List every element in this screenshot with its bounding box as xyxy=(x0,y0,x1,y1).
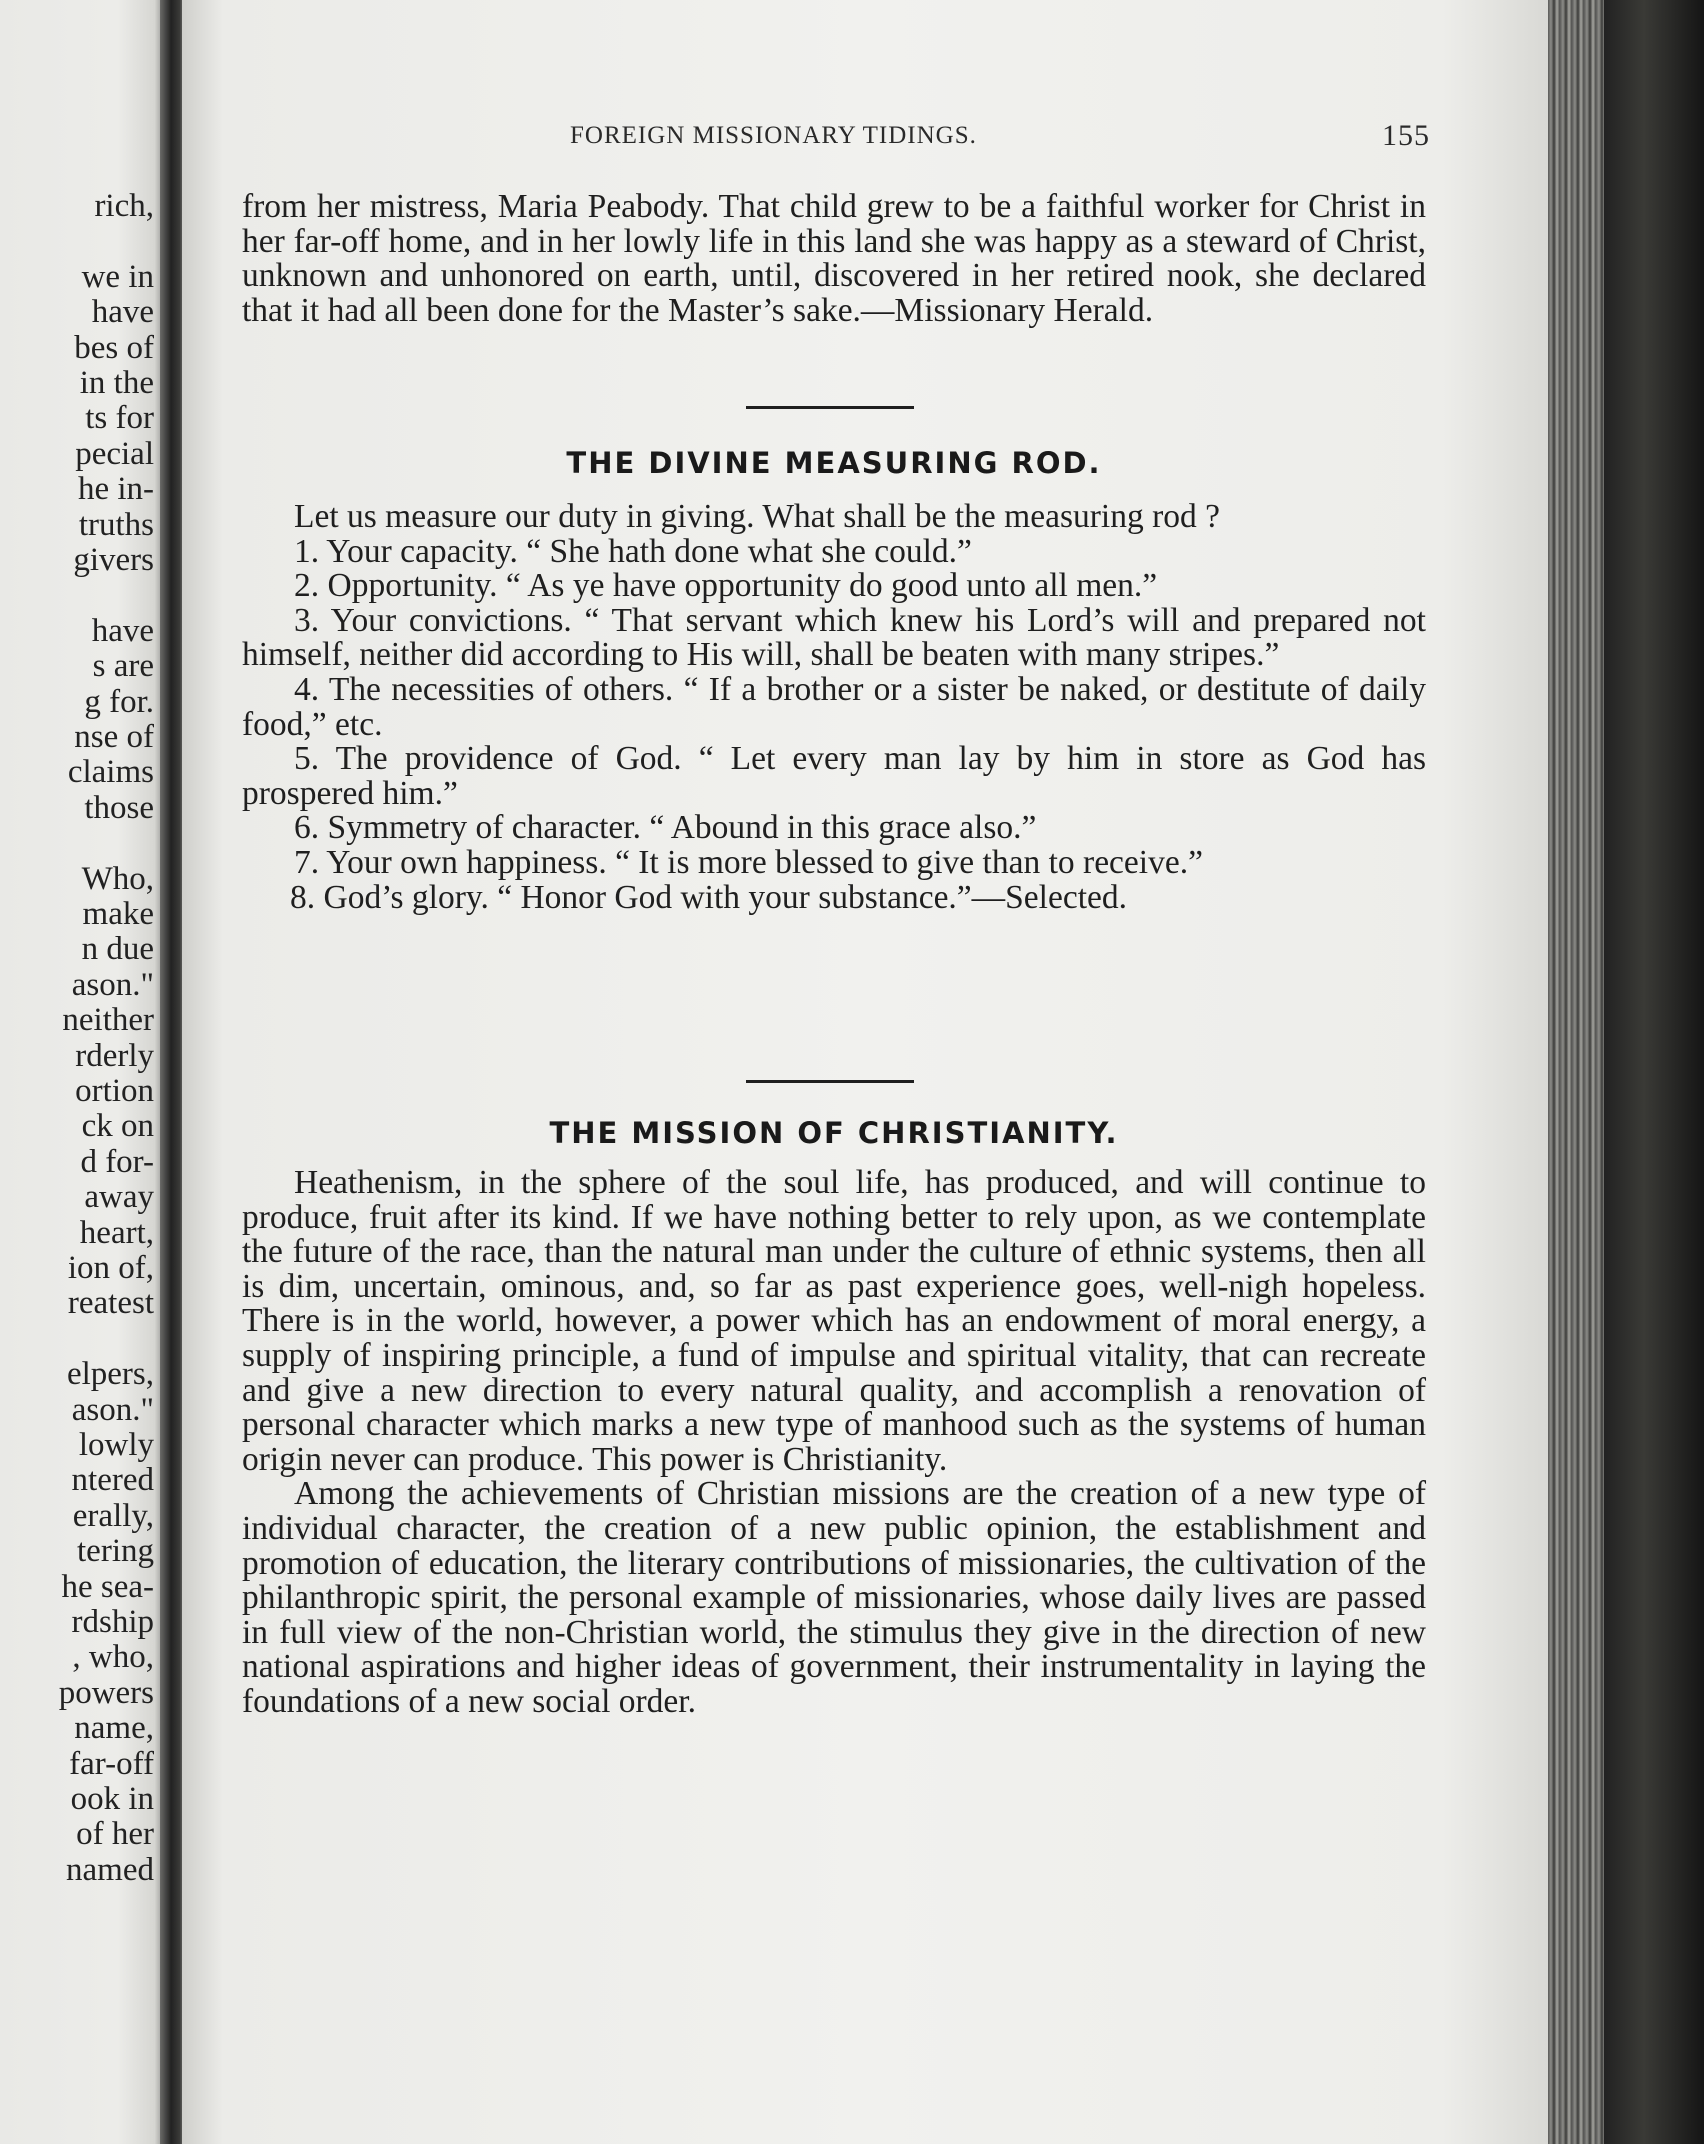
left-page-line-fragment: away xyxy=(84,1179,154,1216)
left-page-line-fragment: those xyxy=(84,789,154,826)
list-item: 8. God’s glory. “ Honor God with your substance.”—Selected. xyxy=(290,878,1128,916)
left-page-line-fragment: have xyxy=(91,612,154,649)
left-page-line-fragment: lowly xyxy=(78,1427,154,1463)
measuring-rod-intro: Let us measure our duty in giving. What shall be the measuring rod ? xyxy=(294,498,1220,535)
section-divider-rule xyxy=(746,1080,914,1083)
list-item: 7. Your own happiness. “ It is more blessed to give than to receive.” xyxy=(294,843,1203,881)
left-page-line-fragment: ason." xyxy=(71,966,154,1003)
list-item: 3. Your convictions. “ That servant which knew his Lord’s will and prepared not himself, neither did according to His will, shall be beaten with many stripes.” xyxy=(242,601,1426,674)
left-page-line-fragment: make xyxy=(82,896,154,932)
left-page-line-fragment: elpers, xyxy=(66,1356,154,1393)
left-page-line-fragment: reatest xyxy=(67,1285,154,1322)
left-page-line-fragment: ason." xyxy=(71,1391,154,1428)
mission-body xyxy=(242,1166,1426,1720)
left-page-line-fragment: ts for xyxy=(85,400,154,437)
left-page-line-fragment: n due xyxy=(81,931,154,968)
left-page-line-fragment: he sea- xyxy=(61,1568,154,1605)
list-item: 1. Your capacity. “ She hath done what she could.” xyxy=(294,532,972,570)
left-page-line-fragment: rdship xyxy=(71,1604,154,1640)
left-page-line-fragment: ck on xyxy=(81,1108,154,1145)
left-page-line-fragment: erally, xyxy=(72,1497,154,1534)
left-page-line-fragment: far-off xyxy=(69,1745,154,1782)
book-cover-edge xyxy=(1604,0,1704,2144)
list-item: 4. The necessities of others. “ If a brother or a sister be naked, or destitute of daily food,” etc. xyxy=(242,670,1426,743)
mission-paragraph: Among the achievements of Christian missions are the creation of a new type of individual character, the creation of a new public opinion, the establishment and promotion of education, the literary contributions of missionaries, the cultivation of the philanthropic spirit, the personal example of missionaries, whose daily lives are passed in full view of the non-Christian world, the stimulus they give in the direction of new national aspirations and higher ideas of government, their instrumentality in laying the foundations of a new social order. xyxy=(242,1475,1426,1720)
list-item: 2. Opportunity. “ As ye have opportunity do good unto all men.” xyxy=(294,567,1158,605)
left-page-line-fragment: have xyxy=(91,294,154,331)
section-heading-mission: THE MISSION OF CHRISTIANITY. xyxy=(549,1116,1119,1150)
left-page-line-fragment: rich, xyxy=(94,188,154,224)
section-heading-measuring-rod: THE DIVINE MEASURING ROD. xyxy=(566,446,1102,480)
left-page-line-fragment: nse of xyxy=(74,719,154,755)
left-page-line-fragment: of her xyxy=(76,1816,154,1853)
left-page-line-fragment: truths xyxy=(78,506,154,543)
left-page-line-fragment: s are xyxy=(92,648,154,685)
running-title: FOREIGN MISSIONARY TIDINGS. xyxy=(570,122,977,149)
left-page-line-fragment: g for. xyxy=(84,683,154,720)
left-page-line-fragment: neither xyxy=(62,1002,154,1039)
left-page-line-fragment: name, xyxy=(74,1710,154,1747)
measuring-rod-body xyxy=(242,500,1426,915)
left-page-line-fragment: bes of xyxy=(74,329,154,366)
left-page-line-fragment: claims xyxy=(67,754,154,791)
book-page-edges xyxy=(1548,0,1704,2144)
left-page-line-fragment: we in xyxy=(81,258,154,295)
left-page-line-fragment: ook in xyxy=(70,1781,154,1817)
list-item: 5. The providence of God. “ Let every man lay by him in store as God has prospered him.” xyxy=(242,740,1426,812)
left-page-line-fragment: d for- xyxy=(80,1143,154,1180)
left-page-line-fragment: ortion xyxy=(75,1073,154,1109)
page-number: 155 xyxy=(1382,119,1430,152)
left-page-line-fragment: rderly xyxy=(75,1037,154,1074)
left-page-line-fragment: he in- xyxy=(77,471,154,508)
mission-paragraph: Heathenism, in the sphere of the soul life, has produced, and will continue to produce, fruit after its kind. If we have nothing better to rely upon, as we contemplate the future of the race, than the natural man under the culture of ethnic systems, then all is dim, uncertain, ominous, and, so far as past experience goes, well-nigh hopeless. There is in the world, however, a power which has an endowment of moral energy, a supply of inspiring principle, a fund of impulse and spiritual vitality, that can recreate and give a new direction to every natural quality, and accomplish a renovation of personal character which marks a new type of manhood such as the systems of human origin never can produce. This power is Christianity. xyxy=(242,1164,1426,1478)
left-page-line-fragment: givers xyxy=(73,542,154,578)
opening-paragraph: from her mistress, Maria Peabody. That child grew to be a faithful worker for Christ in her far-off home, and in her lowly life in this land she was happy as a steward of Christ, unknown and unhonored on earth, until, discovered in her retired nook, she declared that it had all been done for the Master’s sake.—Missionary Herald. xyxy=(242,188,1426,329)
left-facing-page xyxy=(0,0,168,2144)
left-page-line-fragment: named xyxy=(66,1851,154,1888)
left-page-line-fragment: heart, xyxy=(79,1214,154,1251)
left-page-line-fragment: pecial xyxy=(75,435,154,472)
left-page-line-fragment: ntered xyxy=(71,1462,154,1499)
left-page-line-fragment: powers xyxy=(58,1674,154,1711)
left-page-line-fragment: , who, xyxy=(72,1639,154,1676)
left-page-line-fragment: tering xyxy=(77,1533,154,1570)
left-page-line-fragment: ion of, xyxy=(67,1250,154,1286)
section-divider-rule xyxy=(746,406,914,409)
left-page-line-fragment: Who, xyxy=(81,860,154,897)
left-page-line-fragment: in the xyxy=(79,365,154,401)
opening-paragraph-block xyxy=(242,190,1426,328)
list-item: 6. Symmetry of character. “ Abound in this grace also.” xyxy=(294,809,1037,847)
